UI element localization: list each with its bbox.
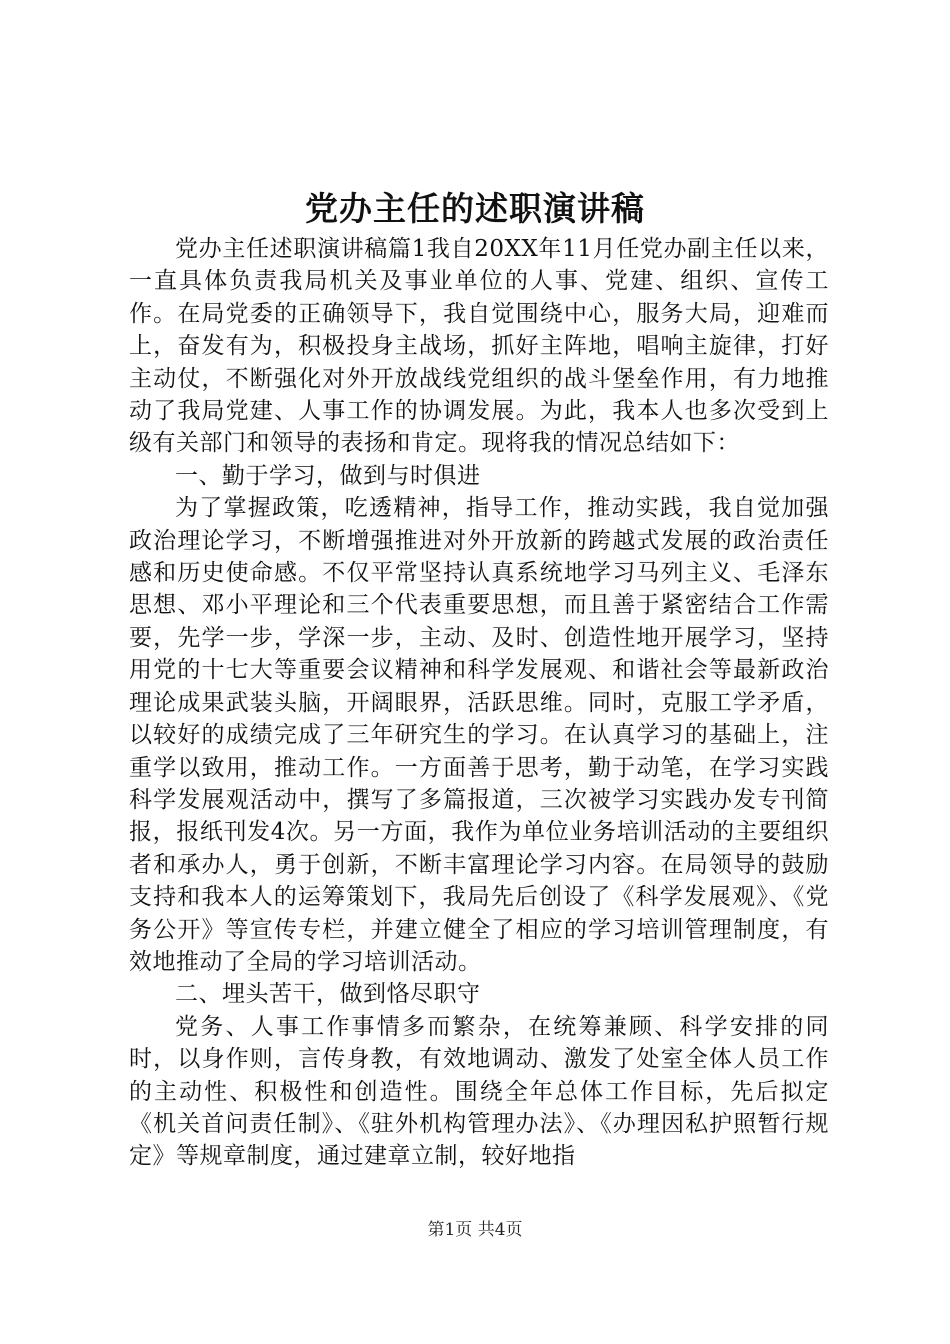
section-heading-1: 一、勤于学习，做到与时俱进 [175, 462, 481, 489]
document-title: 党办主任的述职演讲稿 [305, 189, 645, 228]
paragraph-section-1: 为了掌握政策，吃透精神，指导工作，推动实践，我自觉加强政治理论学习，不断增强推进对外开放新的跨越式发展的政治责任感和历史使命感。不仅平常坚持认真系统地学习马列主义、毛泽东思想、邓小平理论和三个代表重要思想，而且善于紧密结合工作需要，先学一步，学深一步，主动、及时、创造性地开展学习，坚持用党的十七大等重要会议精神和科学发展观、和谐社会等最新政治理论成果武装头脑，开阔眼界，活跃思维。同时，克服工学矛盾，以较好的成绩完成了三年研究生的学习。在认真学习的基础上，注重学以致用，推动工作。一方面善于思考，勤于动笔，在学习实践科学发展观活动中，撰写了多篇报道，三次被学习实践办发专刊简报，报纸刊发4次。另一方面，我作为单位业务培训活动的主要组织者和承办人，勇于创新，不断丰富理论学习内容。在局领导的鼓励支持和我本人的运筹策划下，我局先后创设了《科学发展观》、《党务公开》等宣传专栏，并建立健全了相应的学习培训管理制度，有效地推动了全局的学习培训活动。 [129, 495, 829, 975]
paragraph-section-2: 党务、人事工作事情多而繁杂，在统筹兼顾、科学安排的同时，以身作则，言传身教，有效地调动、激发了处室全体人员工作的主动性、积极性和创造性。围绕全年总体工作目标，先后拟定《机关首问责任制》、《驻外机构管理办法》、《办理因私护照暂行规定》等规章制度，通过建章立制，较好地指 [129, 1013, 829, 1170]
page-number-footer: 第1页 共4页 [427, 1220, 523, 1240]
document-body [129, 233, 829, 1173]
paragraph-intro: 党办主任述职演讲稿篇1我自20XX年11月任党办副主任以来，一直具体负责我局机关及事业单位的人事、党建、组织、宣传工作。在局党委的正确领导下，我自觉围绕中心，服务大局，迎难而上，奋发有为，积极投身主战场，抓好主阵地，唱响主旋律，打好主动仗，不断强化对外开放战线党组织的战斗堡垒作用，有力地推动了我局党建、人事工作的协调发展。为此，我本人也多次受到上级有关部门和领导的表扬和肯定。现将我的情况总结如下： [129, 236, 829, 457]
section-heading-2: 二、埋头苦干，做到恪尽职守 [175, 981, 481, 1008]
